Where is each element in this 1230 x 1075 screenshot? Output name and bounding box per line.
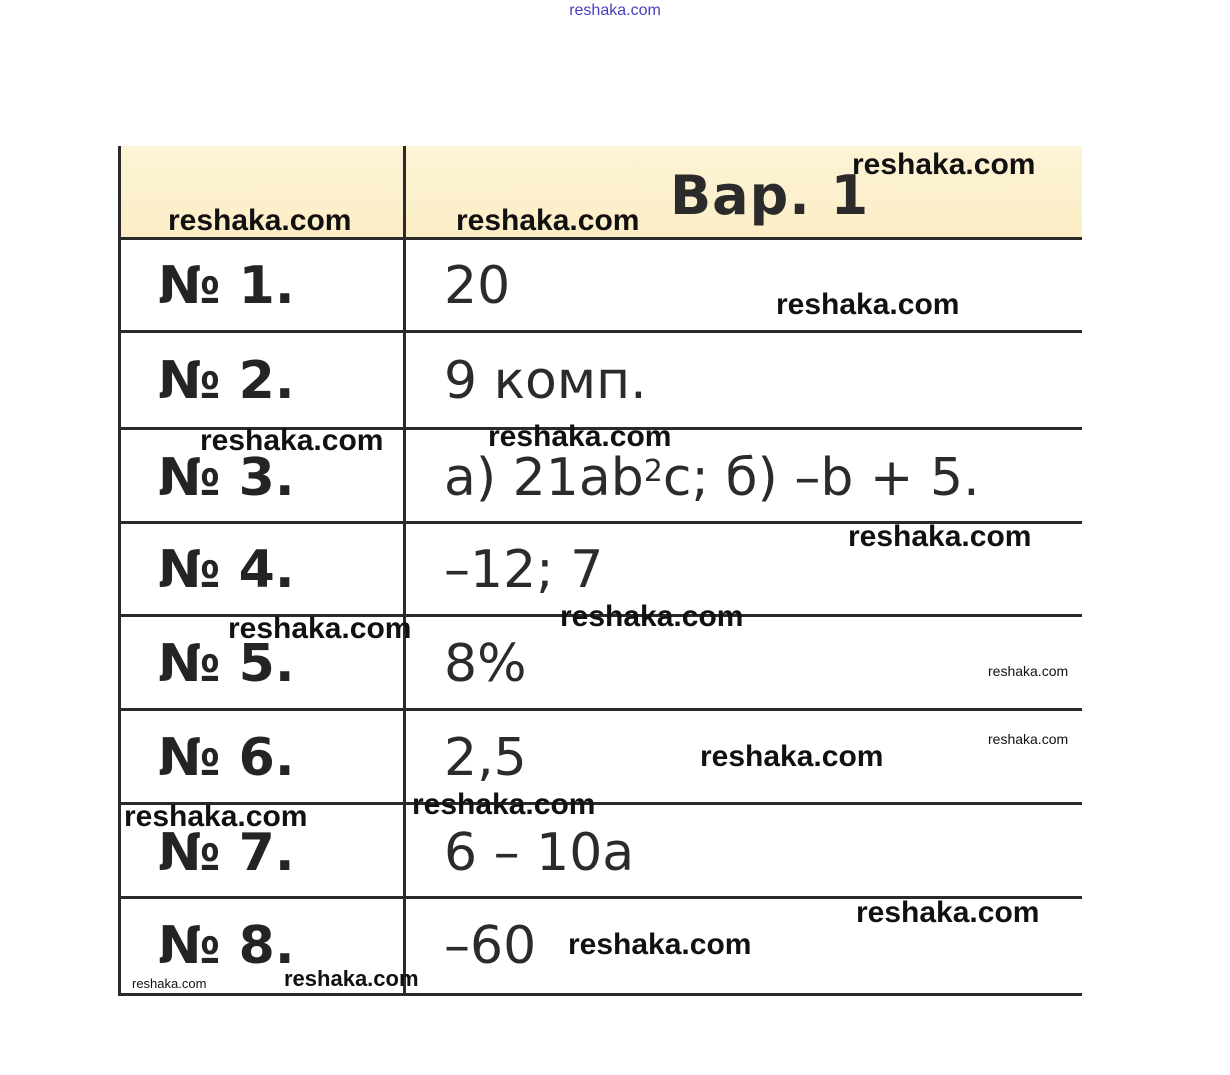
- task-answer-3: [444, 448, 980, 508]
- watermark: reshaka.com: [488, 420, 672, 453]
- watermark: reshaka.com: [852, 148, 1036, 181]
- watermark: reshaka.com: [568, 928, 752, 961]
- site-link[interactable]: reshaka.com: [569, 2, 661, 19]
- watermark: reshaka.com: [988, 731, 1069, 747]
- watermark: reshaka.com: [124, 800, 308, 833]
- variant-header: Вар. 1: [670, 164, 870, 227]
- task-label-8: № 8.: [158, 916, 295, 976]
- watermark: reshaka.com: [848, 520, 1032, 553]
- watermark: reshaka.com: [284, 966, 419, 991]
- watermark: reshaka.com: [776, 288, 960, 321]
- watermark: reshaka.com: [988, 663, 1069, 679]
- task-label-2: № 2.: [158, 351, 295, 411]
- task-answer-2: 9 комп.: [444, 351, 647, 411]
- answer-3-part-a: а) 21ab: [444, 448, 644, 508]
- answer-3-exponent: 2: [643, 454, 663, 489]
- task-answer-4: –12; 7: [444, 540, 604, 600]
- answer-3-part-b: c; б) –b + 5.: [662, 448, 980, 508]
- task-label-7: № 7.: [158, 823, 295, 883]
- task-answer-6: 2,5: [444, 728, 527, 788]
- row-divider: [118, 330, 1082, 333]
- table-border-bottom: [118, 993, 1082, 996]
- watermark: reshaka.com: [228, 612, 412, 645]
- row-divider: [118, 708, 1082, 711]
- task-answer-7: 6 – 10a: [444, 823, 635, 883]
- watermark: reshaka.com: [700, 740, 884, 773]
- table-border-left: [118, 146, 121, 996]
- watermark: reshaka.com: [200, 424, 384, 457]
- watermark: reshaka.com: [168, 204, 352, 237]
- task-label-6: № 6.: [158, 728, 295, 788]
- task-label-3: № 3.: [158, 448, 295, 508]
- task-label-1: № 1.: [158, 256, 295, 316]
- watermark: reshaka.com: [560, 600, 744, 633]
- watermark: reshaka.com: [412, 788, 596, 821]
- watermark: reshaka.com: [132, 976, 207, 991]
- task-answer-1: 20: [444, 256, 511, 316]
- task-answer-5: 8%: [444, 634, 527, 694]
- watermark: reshaka.com: [856, 896, 1040, 929]
- answer-table: [118, 146, 1082, 996]
- task-answer-8: –60: [444, 916, 537, 976]
- task-label-4: № 4.: [158, 540, 295, 600]
- column-divider: [403, 146, 406, 996]
- watermark: reshaka.com: [456, 204, 640, 237]
- task-label-5: № 5.: [158, 634, 295, 694]
